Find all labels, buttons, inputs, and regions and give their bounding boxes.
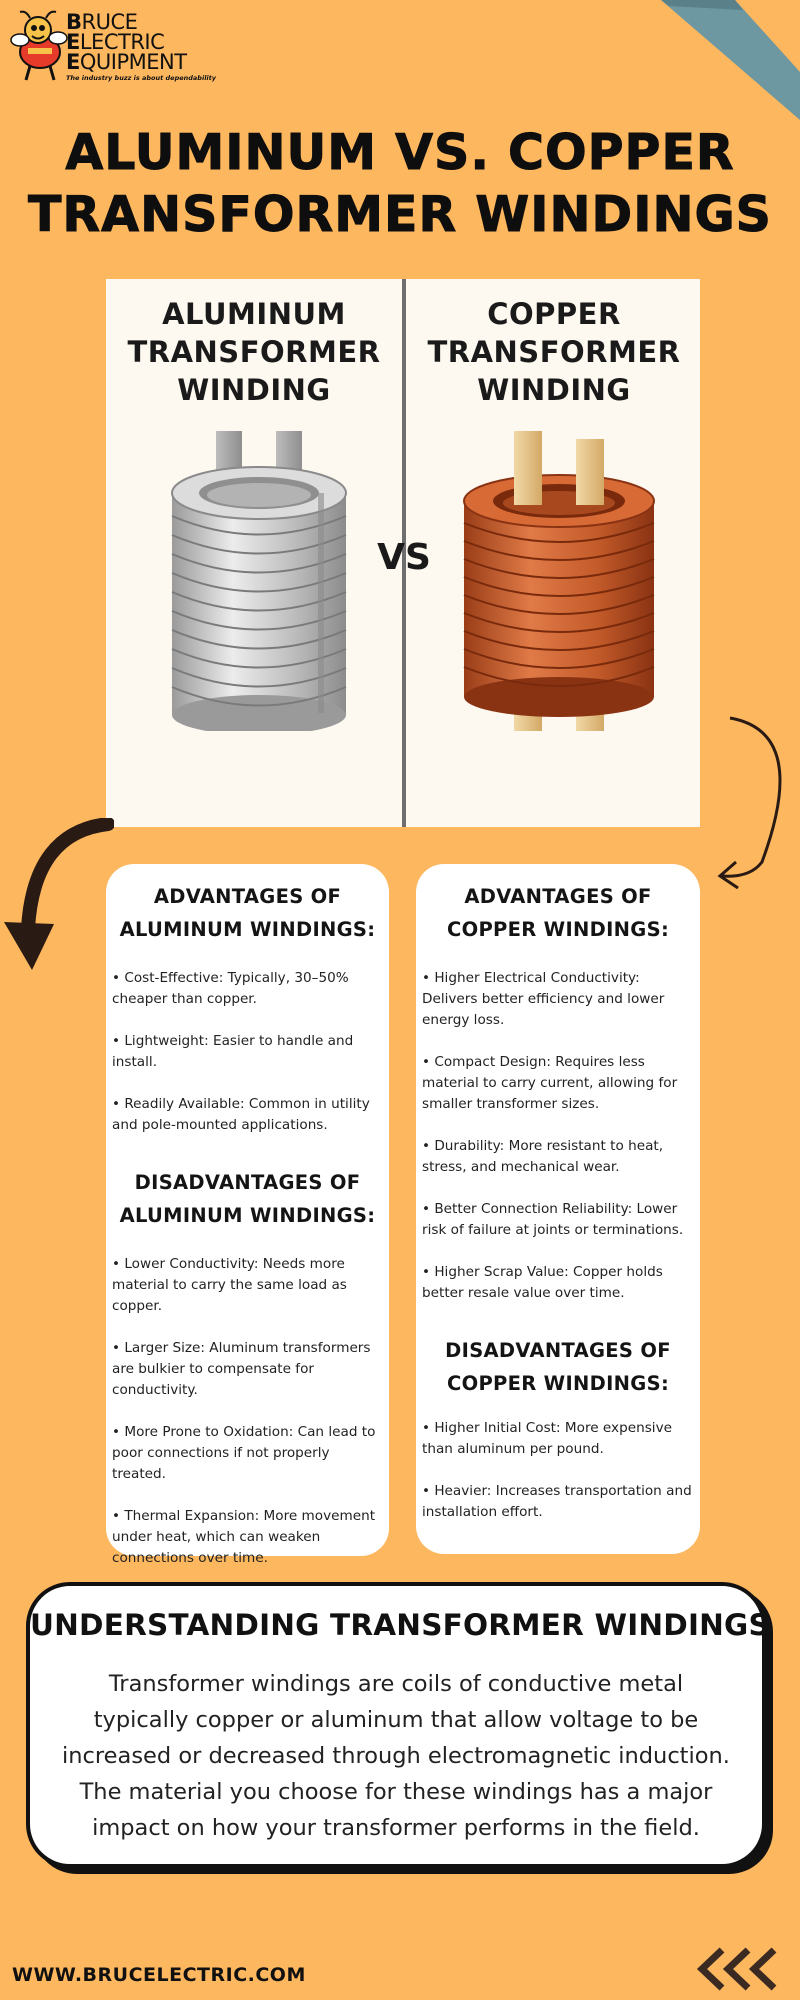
list-item: • Larger Size: Aluminum transformers are bulkier to compensate for conductivity. [112, 1340, 371, 1398]
logo-line-electric: ELECTRIC [66, 30, 165, 54]
logo-line-equipment: EQUIPMENT [66, 50, 187, 74]
curved-arrow-down-right-icon [700, 712, 794, 892]
comparison-panel [106, 279, 700, 827]
vs-label: VS [377, 537, 431, 578]
aluminum-disadvantages-list [112, 1254, 383, 1569]
aluminum-advantages-list [112, 968, 383, 1136]
aluminum-advantages-heading: ADVANTAGES OF ALUMINUM WINDINGS: [119, 885, 376, 941]
copper-disadvantages-heading: DISADVANTAGES OF COPPER WINDINGS: [445, 1339, 671, 1395]
corner-ribbon [655, 0, 800, 120]
aluminum-coil-image [136, 431, 376, 731]
title-line-2: TRANSFORMER WINDINGS [28, 186, 772, 243]
aluminum-windings-card [106, 864, 389, 1566]
understanding-body: Transformer windings are coils of conductive metal typically copper or aluminum that allow voltage to be increased or decreased through electromagnetic induction. The material you choose for these windings has a major impact on how your transformer performs in the field. [62, 1671, 730, 1841]
list-item: • Readily Available: Common in utility and pole-mounted applications. [112, 1096, 370, 1133]
list-item: • More Prone to Oxidation: Can lead to poor connections if not properly treated. [112, 1424, 376, 1482]
list-item: • Higher Initial Cost: More expensive than aluminum per pound. [422, 1420, 672, 1457]
list-item: • Lower Conductivity: Needs more material to carry the same load as copper. [112, 1256, 347, 1314]
copper-windings-card [416, 864, 700, 1554]
aluminum-disadvantages-heading: DISADVANTAGES OF ALUMINUM WINDINGS: [119, 1171, 376, 1227]
copper-advantages-list [422, 968, 694, 1304]
aluminum-winding-title: ALUMINUM TRANSFORMER WINDING [127, 297, 381, 407]
copper-advantages-heading: ADVANTAGES OF COPPER WINDINGS: [446, 885, 670, 941]
understanding-title: UNDERSTANDING TRANSFORMER WINDINGS [30, 1608, 770, 1642]
curved-arrow-down-left-icon [4, 818, 114, 978]
copper-coil-image [436, 431, 676, 731]
page-title [0, 122, 800, 246]
list-item: • Higher Scrap Value: Copper holds better resale value over time. [422, 1264, 663, 1301]
list-item: • Cost-Effective: Typically, 30–50% cheaper than copper. [112, 970, 349, 1007]
understanding-box [26, 1582, 770, 1868]
list-item: • Compact Design: Requires less material to carry current, allowing for smaller transformer sizes. [422, 1054, 678, 1112]
logo-tagline: The industry buzz is about dependability [66, 74, 216, 82]
list-item: • Lightweight: Easier to handle and install. [112, 1033, 354, 1070]
brand-logo[interactable] [8, 8, 228, 88]
list-item: • Higher Electrical Conductivity: Delivers better efficiency and lower energy loss. [422, 970, 665, 1028]
logo-line-bruce: BRUCE [66, 10, 138, 34]
copper-winding-title: COPPER TRANSFORMER WINDING [427, 297, 681, 407]
list-item: • Durability: More resistant to heat, stress, and mechanical wear. [422, 1138, 664, 1175]
footer-website-link[interactable]: WWW.BRUCELECTRIC.COM [12, 1964, 306, 1986]
title-line-1: ALUMINUM VS. COPPER [65, 124, 735, 181]
logo-wordmark [66, 12, 236, 82]
list-item: • Thermal Expansion: More movement under heat, which can weaken connections over time. [112, 1508, 376, 1566]
list-item: • Heavier: Increases transportation and installation effort. [422, 1483, 692, 1520]
bee-mascot-icon [8, 8, 68, 86]
triple-chevron-left-icon [692, 1946, 792, 1992]
copper-disadvantages-list [422, 1418, 694, 1523]
list-item: • Better Connection Reliability: Lower risk of failure at joints or terminations. [422, 1201, 684, 1238]
